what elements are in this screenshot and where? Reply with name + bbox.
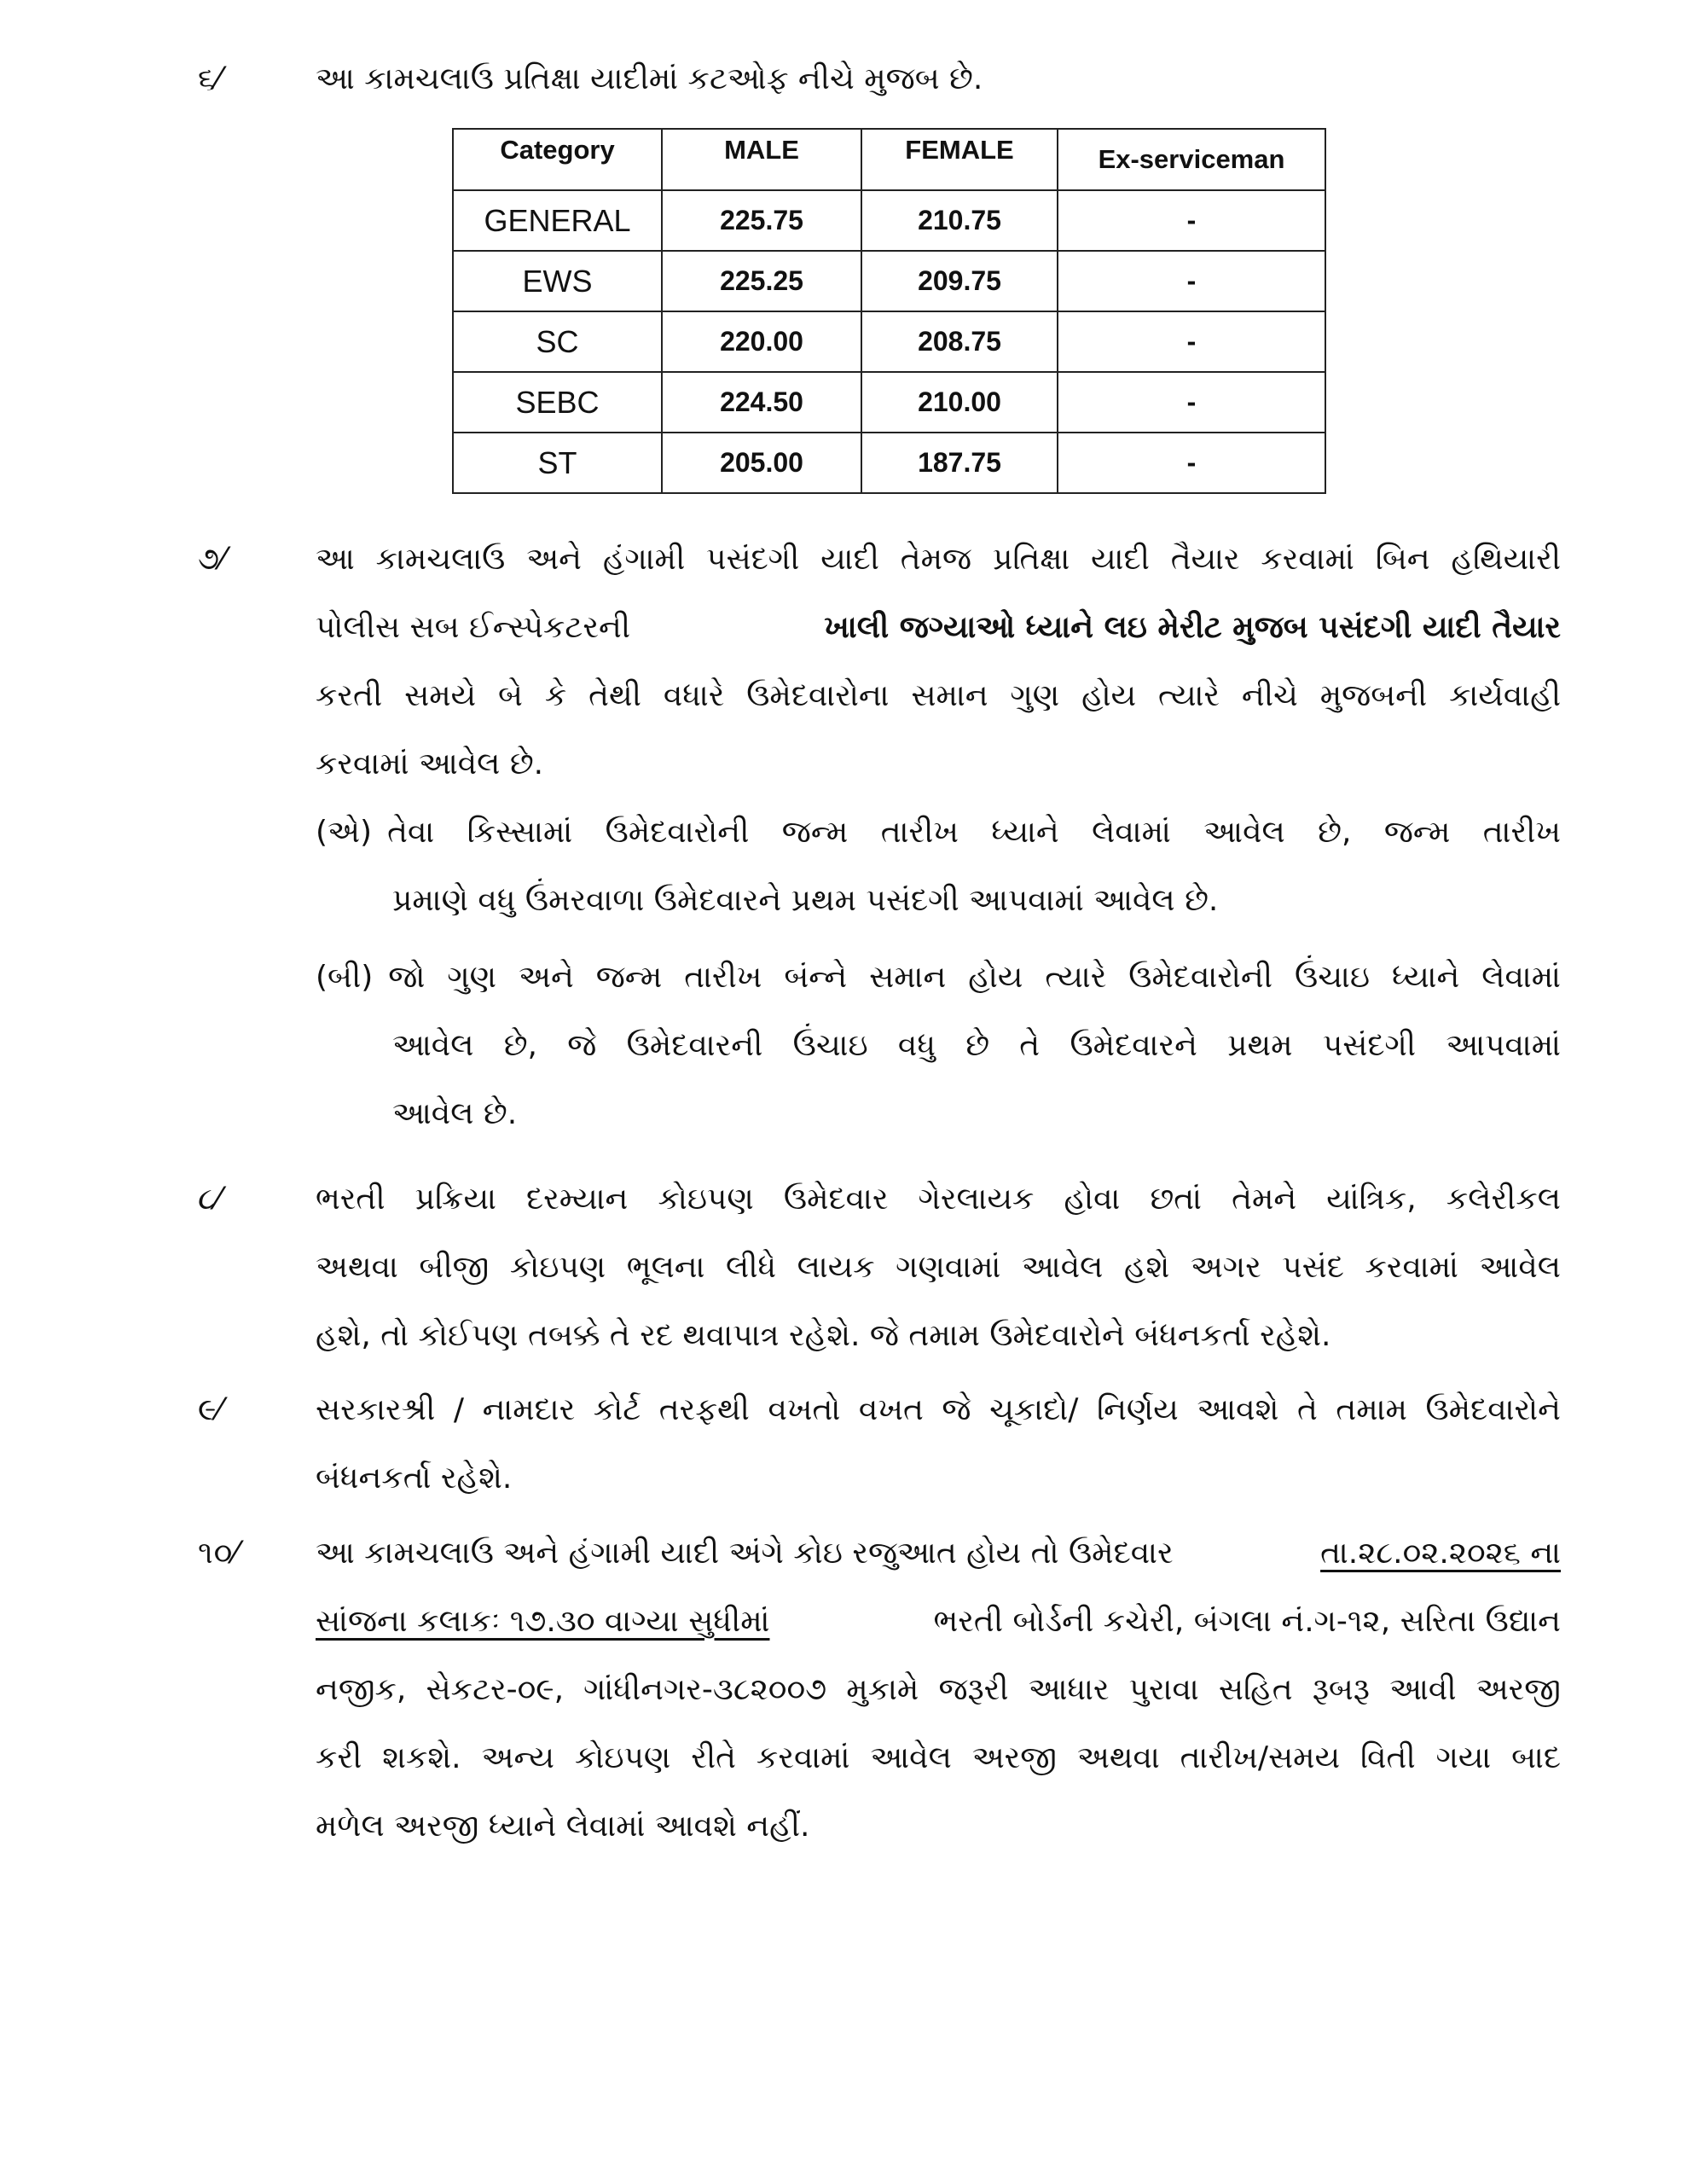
cell-category: GENERAL: [453, 190, 662, 251]
cell-category: EWS: [453, 251, 662, 311]
sub-item-text-line: તેવા કિસ્સામાં ઉમેદવારોની જન્મ તારીખ ધ્યાને લેવામાં આવેલ છે, જન્મ તારીખ: [387, 815, 1561, 850]
deadline-date: તા.૨૮.૦૨.૨૦૨૬ ના: [1320, 1536, 1561, 1571]
sub-item-text-line: પ્રમાણે વધુ ઉંમરવાળા ઉમેદવારને પ્રથમ પસંદગી આપવામાં આવેલ છે.: [392, 883, 1219, 918]
table-row: [453, 372, 1325, 433]
deadline-time: સાંજના કલાકઃ ૧૭.૩૦ વાગ્યા સુધીમાં: [316, 1604, 770, 1639]
cell-ex-serviceman: -: [1058, 251, 1325, 311]
table-row: [453, 251, 1325, 311]
table-row: [453, 190, 1325, 251]
item-number: ૮⁄: [198, 1182, 222, 1217]
header-category: Category: [453, 129, 662, 190]
cell-male: 220.00: [662, 311, 861, 372]
sub-item-a: [316, 815, 1561, 851]
item-text-line: [316, 1604, 1561, 1640]
cell-category: SEBC: [453, 372, 662, 433]
item-text-line: કરતી સમયે બે કે તેથી વધારે ઉમેદવારોના સમાન ગુણ હોય ત્યારે નીચે મુજબની કાર્યવાહી: [316, 678, 1561, 713]
table-header-row: [453, 129, 1325, 190]
item-number: ૬⁄: [198, 61, 223, 96]
table-row: [453, 311, 1325, 372]
header-male: MALE: [662, 129, 861, 190]
sub-item-label: (એ): [316, 815, 373, 850]
sub-item-text-line: જો ગુણ અને જન્મ તારીખ બંન્ને સમાન હોય ત્યારે ઉમેદવારોની ઉંચાઇ ધ્યાને લેવામાં: [388, 960, 1561, 995]
item-text-line: આ કામચલાઉ અને હંગામી પસંદગી યાદી તેમજ પ્રતિક્ષા યાદી તૈયાર કરવામાં બિન હથિયારી: [316, 542, 1561, 577]
sub-item-b: [316, 960, 1561, 996]
item-text-line: નજીક, સેકટર-૦૯, ગાંધીનગર-૩૮૨૦૦૭ મુકામે જરૂરી આધાર પુરાવા સહિત રૂબરૂ આવી અરજી: [316, 1672, 1561, 1707]
cell-female: 208.75: [861, 311, 1058, 372]
item-text-line: અથવા બીજી કોઇપણ ભૂલના લીધે લાયક ગણવામાં આવેલ હશે અગર પસંદ કરવામાં આવેલ: [316, 1250, 1561, 1285]
cell-ex-serviceman: -: [1058, 190, 1325, 251]
cell-female: 209.75: [861, 251, 1058, 311]
item-text-line: મળેલ અરજી ધ્યાને લેવામાં આવશે નહીં.: [316, 1809, 810, 1844]
cell-male: 225.25: [662, 251, 861, 311]
item-text-line: હશે, તો કોઈપણ તબક્કે તે રદ થવાપાત્ર રહેશે. જે તમામ ઉમેદવારોને બંધનકર્તા રહેશે.: [316, 1318, 1331, 1353]
header-female: FEMALE: [861, 129, 1058, 190]
cell-category: ST: [453, 433, 662, 493]
cell-female: 210.00: [861, 372, 1058, 433]
item-number: ૭⁄: [198, 542, 227, 577]
item-text-line: કરી શકશે. અન્ય કોઇપણ રીતે કરવામાં આવેલ અરજી અથવા તારીખ/સમય વિતી ગયા બાદ: [316, 1740, 1561, 1775]
item-text-line: બંધનકર્તા રહેશે.: [316, 1461, 513, 1496]
table-row: [453, 433, 1325, 493]
item-text: આ કામચલાઉ પ્રતિક્ષા યાદીમાં કટઓફ નીચે મુજબ છે.: [316, 61, 983, 96]
item-text-segment: ભરતી બોર્ડની કચેરી, બંગલા નં.ગ-૧૨, સરિતા ઉદ્યાન: [933, 1604, 1561, 1639]
cutoff-table: [452, 128, 1326, 494]
sub-item-label: (બી): [316, 960, 374, 995]
item-text-line: કરવામાં આવેલ છે.: [316, 746, 544, 781]
cell-male: 225.75: [662, 190, 861, 251]
cell-male: 205.00: [662, 433, 861, 493]
sub-item-text-line: આવેલ છે, જે ઉમેદવારની ઉંચાઇ વધુ છે તે ઉમેદવારને પ્રથમ પસંદગી આપવામાં: [392, 1028, 1561, 1063]
item-text-segment: પોલીસ સબ ઈન્સ્પેકટરની: [316, 610, 631, 645]
item-text-line: ભરતી પ્રક્રિયા દરમ્યાન કોઇપણ ઉમેદવાર ગેરલાયક હોવા છતાં તેમને યાંત્રિક, કલેરીકલ: [316, 1182, 1561, 1217]
sub-item-text-line: આવેલ છે.: [392, 1096, 518, 1131]
item-text-bold-segment: ખાલી જગ્યાઓ ધ્યાને લઇ મેરીટ મુજબ પસંદગી યાદી તૈયાર: [824, 610, 1561, 645]
cell-category: SC: [453, 311, 662, 372]
header-ex-serviceman: Ex-serviceman: [1058, 129, 1325, 190]
item-text-line: [316, 1536, 1561, 1571]
cell-female: 187.75: [861, 433, 1058, 493]
cell-ex-serviceman: -: [1058, 372, 1325, 433]
cell-ex-serviceman: -: [1058, 311, 1325, 372]
item-number: ૯⁄: [198, 1392, 223, 1427]
cell-female: 210.75: [861, 190, 1058, 251]
item-text-line: સરકારશ્રી / નામદાર કોર્ટ તરફથી વખતો વખત જે ચૂકાદો/ નિર્ણય આવશે તે તમામ ઉમેદવારોને: [316, 1392, 1561, 1427]
cell-male: 224.50: [662, 372, 861, 433]
item-text-segment: આ કામચલાઉ અને હંગામી યાદી અંગે કોઇ રજુઆત હોય તો ઉમેદવાર: [316, 1536, 1174, 1571]
item-number: ૧૦⁄: [198, 1536, 240, 1571]
cell-ex-serviceman: -: [1058, 433, 1325, 493]
item-text-line: [316, 610, 1561, 646]
